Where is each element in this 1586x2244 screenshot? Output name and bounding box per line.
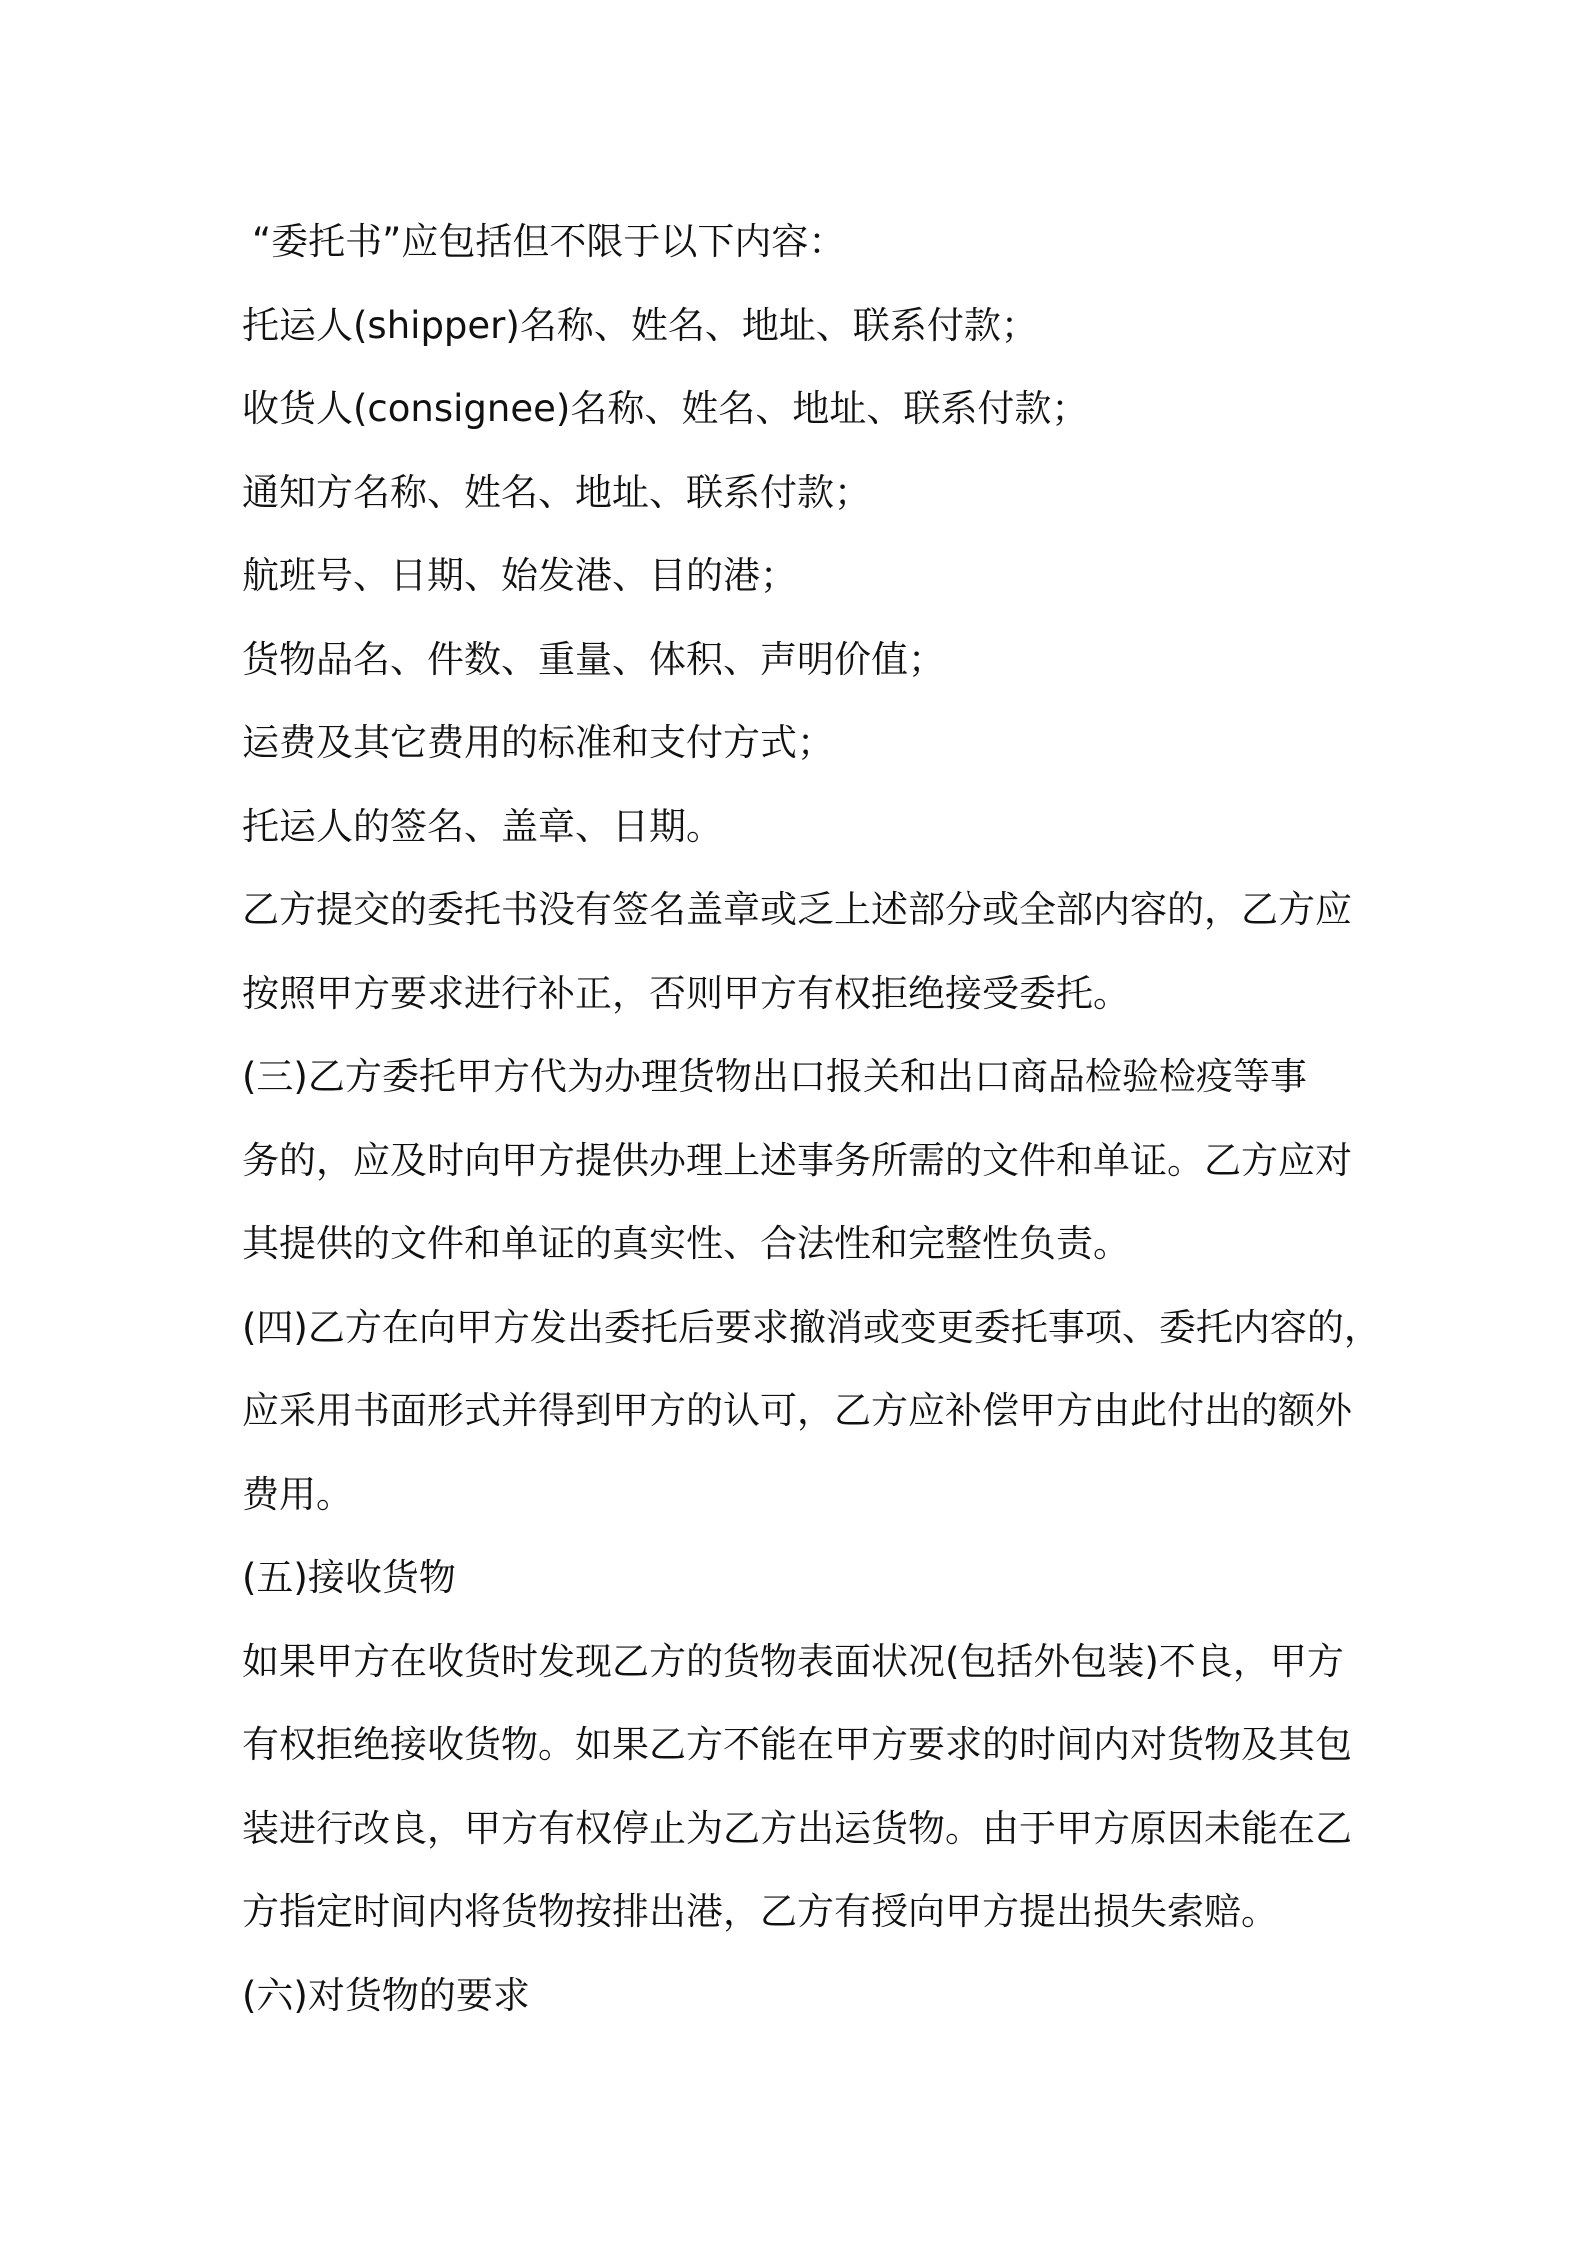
- text-line: 如果甲方在收货时发现乙方的货物表面状况(包括外包装)不良，甲方: [242, 1639, 1344, 1683]
- text-line: 通知方名称、姓名、地址、联系付款；: [242, 470, 871, 514]
- text-line: 运费及其它费用的标准和支付方式；: [242, 721, 834, 764]
- document-body: [242, 200, 1387, 2037]
- text-line: 其提供的文件和单证的真实性、合法性和完整性负责。: [242, 1222, 1130, 1265]
- text-line: 务的，应及时向甲方提供办理上述事务所需的文件和单证。乙方应对: [242, 1138, 1352, 1182]
- text-line: 托运人的签名、盖章、日期。: [242, 804, 723, 848]
- text-line: 货物品名、件数、重量、体积、声明价值；: [242, 637, 945, 681]
- text-line: 费用。: [242, 1472, 353, 1516]
- text-line: 应采用书面形式并得到甲方的认可，乙方应补偿甲方由此付出的额外: [242, 1389, 1352, 1432]
- section-heading: (六)对货物的要求: [242, 1973, 530, 2017]
- section-heading: (五)接收货物: [242, 1556, 456, 1599]
- text-line: 装进行改良，甲方有权停止为乙方出运货物。由于甲方原因未能在乙: [242, 1806, 1352, 1850]
- text-line: (四)乙方在向甲方发出委托后要求撤消或变更委托事项、委托内容的，: [242, 1305, 1381, 1349]
- text-line: 方指定时间内将货物按排出港，乙方有授向甲方提出损失索赔。: [242, 1890, 1278, 1933]
- text-line: 托运人(shipper)名称、姓名、地址、联系付款；: [242, 303, 1038, 347]
- text-line: 有权拒绝接收货物。如果乙方不能在甲方要求的时间内对货物及其包: [242, 1723, 1352, 1766]
- text-line: 按照甲方要求进行补正，否则甲方有权拒绝接受委托。: [242, 971, 1130, 1015]
- text-line: 航班号、日期、始发港、目的港；: [242, 554, 797, 597]
- text-line: 乙方提交的委托书没有签名盖章或乏上述部分或全部内容的，乙方应: [242, 888, 1352, 931]
- text-line: (三)乙方委托甲方代为办理货物出口报关和出口商品检验检疫等事: [242, 1055, 1307, 1098]
- text-line: 收货人(consignee)名称、姓名、地址、联系付款；: [242, 387, 1089, 430]
- text-line-heading: “委托书”应包括但不限于以下内容：: [252, 220, 846, 263]
